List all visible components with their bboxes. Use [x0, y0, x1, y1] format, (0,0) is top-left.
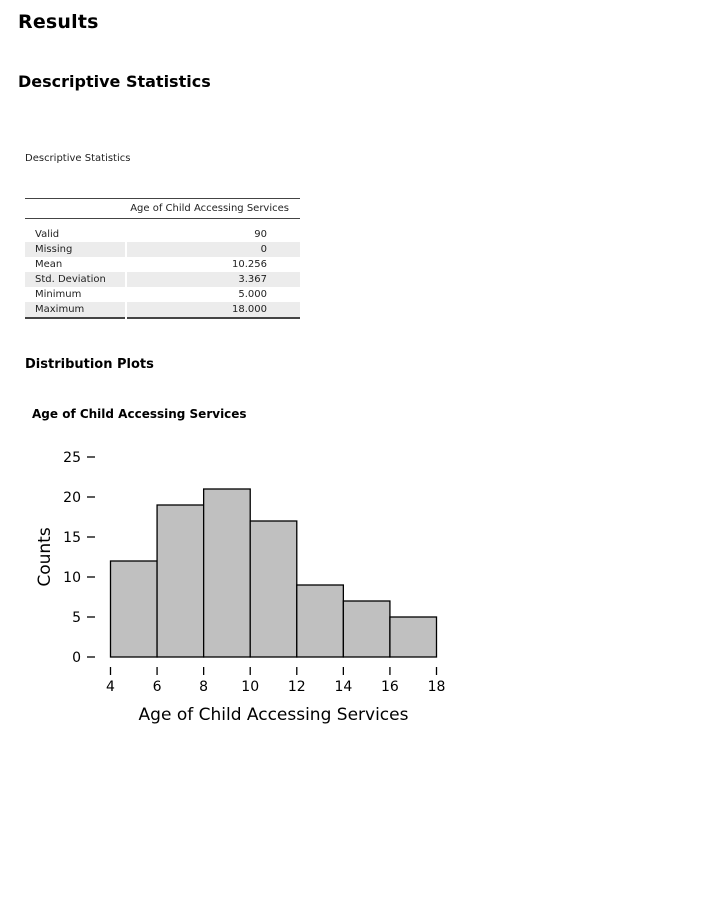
histogram-chart [0, 430, 714, 730]
x-axis-label: Age of Child Accessing Services [138, 705, 409, 725]
histogram-bar [250, 521, 297, 657]
row-value: 18.000 [126, 302, 300, 318]
y-tick-label: 25 [63, 450, 81, 466]
x-tick-label: 12 [287, 679, 306, 695]
table-row-minimum [25, 287, 300, 302]
descriptive-statistics-heading: Descriptive Statistics [18, 72, 211, 91]
x-tick-label: 8 [199, 679, 209, 695]
descriptive-statistics-table [25, 198, 300, 319]
x-tick-label: 4 [106, 679, 115, 695]
y-tick-label: 15 [63, 530, 81, 546]
table-spacer-row [25, 219, 300, 228]
histogram-bar [204, 489, 251, 657]
row-value: 90 [254, 229, 267, 240]
row-value: 5.000 [238, 289, 267, 300]
table-corner-cell [25, 199, 126, 219]
histogram-bar [343, 601, 390, 657]
table-row-maximum [25, 302, 300, 318]
x-tick-label: 10 [241, 679, 260, 695]
row-label: Std. Deviation [25, 272, 126, 287]
x-tick-label: 16 [381, 679, 399, 695]
table-caption: Descriptive Statistics [25, 153, 131, 164]
row-label: Maximum [25, 302, 126, 318]
row-label: Minimum [35, 289, 82, 300]
histogram-bar [111, 561, 158, 657]
x-tick-label: 14 [334, 679, 353, 695]
y-axis [63, 450, 95, 666]
histogram-bar [297, 585, 344, 657]
x-tick-label: 6 [152, 679, 162, 695]
row-label: Missing [25, 242, 126, 257]
y-tick-label: 10 [63, 570, 81, 586]
y-tick-label: 5 [72, 610, 81, 626]
histogram-bar [157, 505, 204, 657]
plot-title: Age of Child Accessing Services [32, 407, 247, 421]
row-value: 3.367 [126, 272, 300, 287]
histogram-bar [390, 617, 437, 657]
row-label: Valid [35, 229, 60, 240]
results-title: Results [18, 11, 99, 33]
histogram-bars [111, 489, 437, 657]
row-label: Mean [35, 259, 63, 270]
row-value: 10.256 [232, 259, 267, 270]
table-header-row [25, 199, 300, 219]
x-axis [106, 667, 445, 695]
y-tick-label: 0 [72, 650, 81, 666]
table-row-std-deviation [25, 272, 300, 287]
row-value: 0 [126, 242, 300, 257]
table-row-valid [25, 227, 300, 242]
x-tick-label: 18 [427, 679, 446, 695]
table-row-mean [25, 257, 300, 272]
y-tick-label: 20 [63, 490, 81, 506]
distribution-plots-heading: Distribution Plots [25, 357, 154, 372]
y-axis-label: Counts [35, 527, 55, 587]
column-header: Age of Child Accessing Services [126, 199, 300, 219]
table-row-missing [25, 242, 300, 257]
